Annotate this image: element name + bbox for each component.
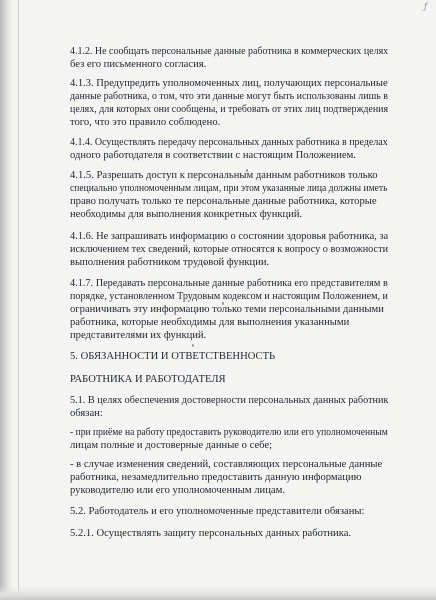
text-line: руководителю или его уполномоченным лицам.: [70, 485, 285, 496]
text-line: 5.1. В целях обеспечения достоверности персональных данных работник: [70, 395, 389, 406]
page-edge-shadow-bottom: [0, 586, 436, 600]
heading-line: РАБОТНИКА И РАБОТОДАТЕЛЯ: [70, 374, 226, 385]
text-line: обязан:: [70, 408, 103, 419]
text-line: работника, которые необходимы для выполнения указанными: [70, 317, 350, 328]
text-line: 5.2. Работодатель и его уполномоченные представители обязаны:: [70, 506, 365, 517]
text-line: данные работника, о том, что эти данные могут быть использованы лишь в: [70, 91, 388, 102]
text-line: лицам полные и достоверные данные о себе;: [70, 440, 273, 451]
text-line: - при приёме на работу предоставить руководителю или его уполномоченным: [70, 427, 388, 438]
text-line: 4.1.3. Предупредить уполномоченных лиц, получающих персональные: [70, 78, 388, 89]
text-line: право получать только те персональные данные работника, которые: [70, 196, 377, 207]
page-edge-shadow-left: [0, 0, 12, 600]
heading-line: 5. ОБЯЗАННОСТИ И ОТВЕТСТВЕННОСТЬ: [70, 351, 276, 362]
text-line: целях, для которых они сообщены, и требовать от этих лиц подтверждения: [70, 104, 389, 115]
text-line: 4.1.4. Осуществлять передачу персональных данных работника в пределах: [70, 137, 388, 148]
text-line: порядке, установленном Трудовым кодексом и настоящим Положением, и: [70, 291, 388, 302]
text-line: того, что это правило соблюдено.: [70, 117, 221, 128]
scan-speck: [192, 344, 194, 347]
text-line: 4.1.5. Разрешать доступ к персональным данным работников только: [70, 170, 378, 181]
text-line: специально уполномоченным лицам, при этом указанные лица должны иметь: [70, 183, 388, 194]
text-line: выполнения работником трудовой функции.: [70, 257, 270, 268]
text-line: без его письменного согласия.: [70, 59, 207, 70]
text-line: представителями их функций.: [70, 330, 207, 341]
text-line: одного работодателя в соответствии с настоящим Положением.: [70, 150, 356, 161]
text-line: 4.1.2. Не сообщать персональные данные работника в коммерческих целях: [70, 46, 389, 57]
page-edge-line: [18, 0, 19, 600]
text-line: 4.1.7. Передавать персональные данные работника его представителям в: [70, 278, 388, 289]
text-line: работника, незамедлительно предоставить данную информацию: [70, 472, 362, 483]
text-line: - в случае изменения сведений, составляющих персональные данные: [70, 459, 383, 470]
text-line: ограничивать эту информацию только теми персональными данными: [70, 304, 384, 315]
corner-mark: ƒ: [424, 2, 427, 11]
text-line: 4.1.6. Не запрашивать информацию о состоянии здоровья работника, за: [70, 231, 389, 242]
text-line: необходимы для выполнения конкретных функций.: [70, 209, 303, 220]
text-line: исключением тех сведений, которые относятся к вопросу о возможности: [70, 244, 389, 255]
text-line: 5.2.1. Осуществлять защиту персональных данных работника.: [70, 528, 352, 539]
